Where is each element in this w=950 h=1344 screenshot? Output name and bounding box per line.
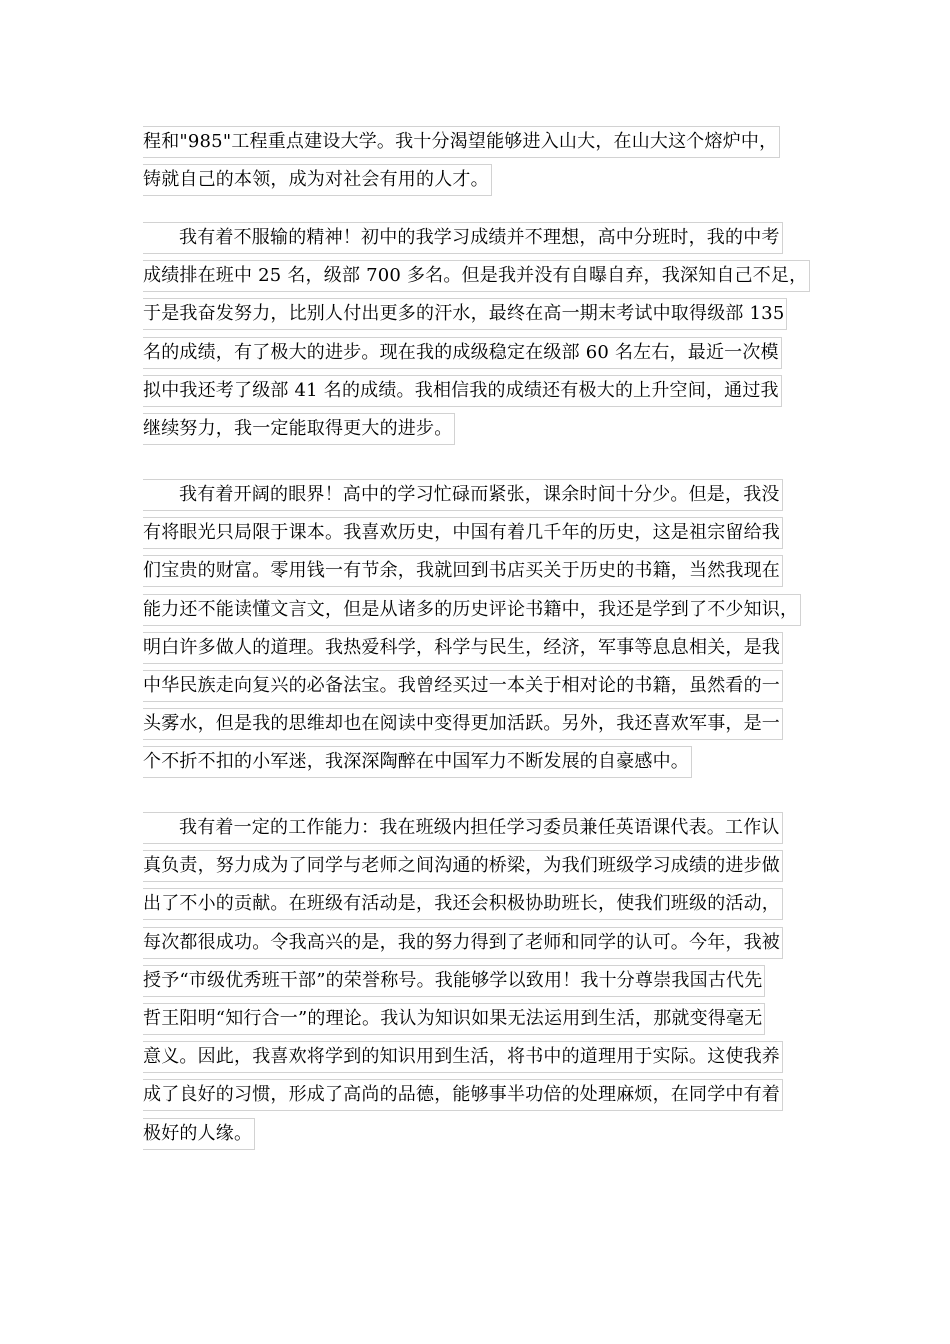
text-line	[143, 629, 843, 667]
text-line	[143, 219, 843, 257]
paragraph-work-ability	[143, 809, 843, 1153]
text-line	[143, 372, 843, 410]
text-line	[143, 591, 843, 629]
paragraph-perseverance	[143, 219, 843, 448]
paragraph-broad-vision	[143, 476, 843, 782]
text-line-content: 我有着开阔的眼界！高中的学习忙碌而紧张，课余时间十分少。但是，我没	[143, 479, 783, 511]
text-line	[143, 410, 843, 448]
text-line-content: 铸就自己的本领，成为对社会有用的人才。	[143, 164, 492, 196]
text-line	[143, 1115, 843, 1153]
text-line-content: 拟中我还考了级部 41 名的成绩。我相信我的成绩还有极大的上升空间，通过我	[143, 375, 782, 407]
text-line	[143, 514, 843, 552]
text-line	[143, 667, 843, 705]
text-line-content: 我有着不服输的精神！初中的我学习成绩并不理想，高中分班时，我的中考	[143, 222, 783, 254]
text-line	[143, 476, 843, 514]
text-line-content: 真负责，努力成为了同学与老师之间沟通的桥梁，为我们班级学习成绩的进步做	[143, 850, 783, 882]
text-line	[143, 257, 843, 295]
text-line-content: 我有着一定的工作能力：我在班级内担任学习委员兼任英语课代表。工作认	[143, 812, 783, 844]
text-line-content: 于是我奋发努力，比别人付出更多的汗水，最终在高一期末考试中取得级部 135	[143, 298, 787, 330]
text-line-content: 授予“市级优秀班干部”的荣誉称号。我能够学以致用！我十分尊崇我国古代先	[143, 965, 765, 997]
text-line-content: 极好的人缘。	[143, 1118, 255, 1150]
text-line	[143, 809, 843, 847]
text-line-content: 每次都很成功。令我高兴的是，我的努力得到了老师和同学的认可。今年，我被	[143, 927, 783, 959]
text-line	[143, 1076, 843, 1114]
text-line	[143, 1038, 843, 1076]
text-line-content: 能力还不能读懂文言文，但是从诸多的历史评论书籍中，我还是学到了不少知识，	[143, 594, 801, 626]
text-line-content: 成绩排在班中 25 名，级部 700 多名。但是我并没有自曝自弃，我深知自己不足，	[143, 260, 810, 292]
text-line-content: 程和"985"工程重点建设大学。我十分渴望能够进入山大，在山大这个熔炉中，	[143, 126, 780, 158]
text-line-content: 个不折不扣的小军迷，我深深陶醉在中国军力不断发展的自豪感中。	[143, 746, 692, 778]
text-line-content: 头雾水，但是我的思维却也在阅读中变得更加活跃。另外，我还喜欢军事，是一	[143, 708, 783, 740]
text-line	[143, 295, 843, 333]
text-line-content: 出了不小的贡献。在班级有活动是，我还会积极协助班长，使我们班级的活动，	[143, 888, 783, 920]
text-line-content: 明白许多做人的道理。我热爱科学，科学与民生，经济，军事等息息相关，是我	[143, 632, 783, 664]
text-line	[143, 334, 843, 372]
text-line	[143, 924, 843, 962]
text-line-content: 中华民族走向复兴的必备法宝。我曾经买过一本关于相对论的书籍，虽然看的一	[143, 670, 783, 702]
text-line	[143, 1000, 843, 1038]
text-line-content: 继续努力，我一定能取得更大的进步。	[143, 413, 455, 445]
text-line-content: 有将眼光只局限于课本。我喜欢历史，中国有着几千年的历史，这是祖宗留给我	[143, 517, 783, 549]
text-line	[143, 705, 843, 743]
text-line	[143, 161, 843, 199]
text-line	[143, 552, 843, 590]
text-line	[143, 123, 843, 161]
text-line	[143, 847, 843, 885]
text-line-content: 意义。因此，我喜欢将学到的知识用到生活，将书中的道理用于实际。这使我养	[143, 1041, 783, 1073]
text-line-content: 名的成绩，有了极大的进步。现在我的成级稳定在级部 60 名左右，最近一次模	[143, 337, 782, 369]
paragraph-intro-continuation	[143, 123, 843, 199]
text-line-content: 成了良好的习惯，形成了高尚的品德，能够事半功倍的处理麻烦，在同学中有着	[143, 1079, 783, 1111]
text-line	[143, 885, 843, 923]
text-line-content: 哲王阳明“知行合一”的理论。我认为知识如果无法运用到生活，那就变得毫无	[143, 1003, 765, 1035]
text-line-content: 们宝贵的财富。零用钱一有节余，我就回到书店买关于历史的书籍，当然我现在	[143, 555, 783, 587]
text-line	[143, 962, 843, 1000]
text-line	[143, 743, 843, 781]
